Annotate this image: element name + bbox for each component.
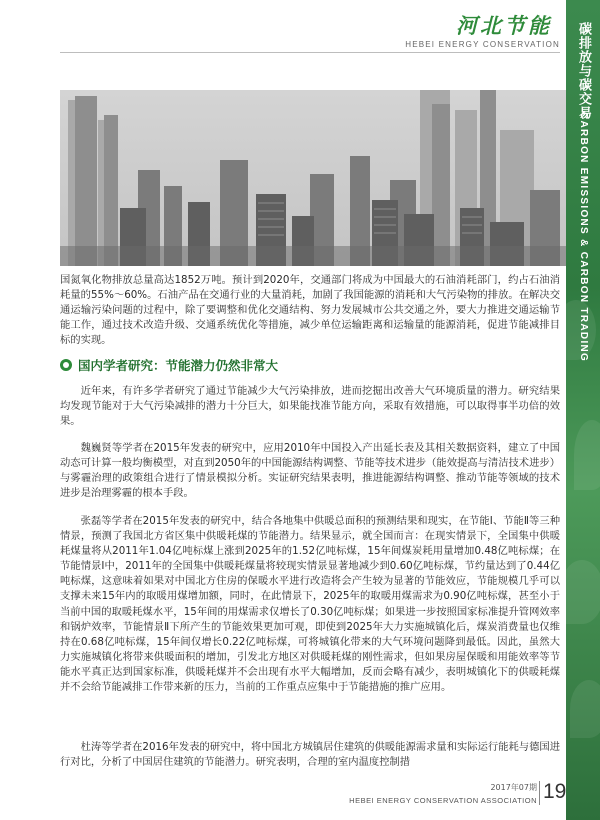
skyline-illustration [60, 90, 566, 266]
body-paragraph: 杜涛等学者在2016年发表的研究中，将中国北方城镇居住建筑的供暖能源需求量和实际运行能耗与德国进行对比，分析了中国居住建筑的节能潜力。研究表明，合理的室内温度控制措 [60, 741, 560, 769]
leaf-decoration [566, 560, 600, 624]
section-heading [60, 357, 278, 373]
section-title: 国内学者研究：节能潜力仍然非常大 [78, 358, 279, 373]
sidebar-title-english: CARBON EMISSIONS & CARBON TRADING [578, 112, 589, 363]
magazine-logo-english: HEBEI ENERGY CONSERVATION [405, 40, 560, 49]
magazine-logo: 河北节能 [456, 13, 552, 38]
leaf-decoration [570, 680, 600, 738]
association-name: HEBEI ENERGY CONSERVATION ASSOCIATION [349, 796, 537, 805]
issue-date: 2017年07期 [490, 783, 537, 792]
footer-divider [539, 781, 540, 805]
leaf-decoration [574, 420, 600, 490]
city-smog-photo [60, 90, 566, 266]
section-sidebar [566, 0, 600, 820]
page-number: 19 [543, 780, 567, 803]
sidebar-title: 碳排放与碳交易 [576, 22, 591, 120]
body-paragraph: 国氮氧化物排放总量高达1852万吨。预计到2020年，交通部门将成为中国最大的石油消耗部门，约占石油消耗量的55%～60%。石油产品在交通行业的大量消耗，加剧了我国能源的消耗和大气污染物的排放。在解决交通运输污染问题的过程中，除了要调整和优化交通结构、努力发展城市公共交通之外，要大力推进交通运输节能工作，通过技术改造升级、交通系统优化等措施，减少单位运输距离和运输量的能源消耗，促进节能减排目标的实现。 [60, 274, 560, 347]
body-paragraph: 魏巍贤等学者在2015年发表的研究中，应用2010年中国投入产出延长表及其相关数据资料，建立了中国动态可计算一般均衡模型，对直到2050年的中国能源结构调整、节能等技术进步（能效提高与清洁技术进步）与雾霾治理的政策组合进行了情景模拟分析。实证研究结果表明，推进能源结构调整、推动节能等领域的技术进步是治理雾霾的根本手段。 [60, 442, 560, 500]
section-bullet-icon [60, 359, 72, 371]
body-paragraph: 张磊等学者在2015年发表的研究中，结合各地集中供暖总面积的预测结果和现实，在节能I、节能Ⅱ等三种情景，预测了我国北方省区集中供暖耗煤的节能潜力。结果显示，就全国而言：在现实情景下，全国集中供暖耗煤量将从2011年1.04亿吨标煤上涨到2025年的1.52亿吨标煤，15年间煤炭耗用量增加0.48亿吨标煤；在节能情景I中，2011年的全国集中供暖耗煤量将较现实情景显著地减少到0.60亿吨标煤，节约量达到了0.44亿吨标煤，这意味着如果对中国北方住房的保暖水平进行改造将会产生较为显著的节能效应，节能规模几乎可以支撑未来15年内的取暖用煤增加额，同时，在此情景下，2025年的取暖用煤需求为0.90亿吨标煤，甚至小于当前中国的取暖耗煤水平，15年间的用煤需求仅增长了0.30亿吨标煤；如果进一步按照国家标准提升管网效率和锅炉效率，节能情景Ⅱ下所产生的节能效果更加可观，即使到2025年大力实施城镇化后，煤炭消费量也仅维持在0.68亿吨标煤，15年间仅增长0.22亿吨标煤，可将城镇化带来的大气环境问题降到最低。因此，虽然大力实施城镇化将带来供暖面积的增加，引发北方地区对供暖耗煤的刚性需求，但如果房屋保暖和用能效率等节能水平真正达到国家标准，供暖耗煤并不会出现有水平大幅增加，反而会略有减少，表明城镇化下的供暖耗煤并不会给节能减排工作带来新的压力，当前的工作重点应集中于节能措施的推广应用。 [60, 515, 560, 694]
header-divider [60, 52, 560, 53]
body-paragraph: 近年来，有许多学者研究了通过节能减少大气污染排放，进而挖掘出改善大气环境质量的潜力。研究结果均发现节能对于大气污染减排的潜力十分巨大，如果能找准节能方向，采取有效措施，可以取得事半功倍的效果。 [60, 385, 560, 428]
